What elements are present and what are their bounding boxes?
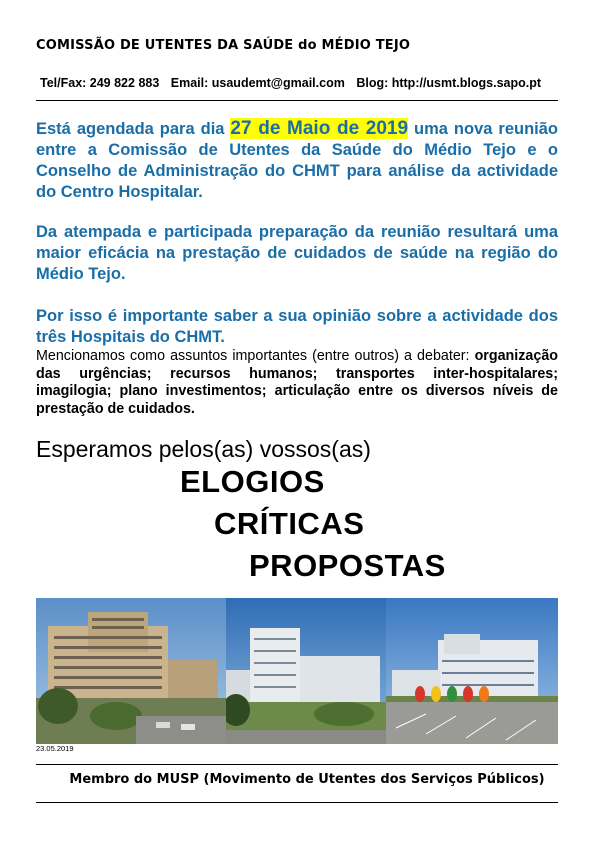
footer-membership: Membro do MUSP (Movimento de Utentes dos Serviços Públicos) bbox=[69, 772, 545, 787]
meeting-date-highlight: 27 de Maio de 2019 bbox=[230, 118, 409, 139]
hospital-photo-1 bbox=[36, 598, 226, 744]
cta-item-propostas: PROPOSTAS bbox=[249, 548, 446, 583]
date-stamp: 23.05.2019 bbox=[36, 744, 74, 753]
announcement-text-end: uma nova reunião entre a Comissão de Utentes da Saúde do Médio Tejo e o Conselho de Administração do CHMT para análise da actividade do Centro Hospitalar. bbox=[36, 120, 558, 201]
cta-item-elogios: ELOGIOS bbox=[180, 464, 325, 499]
footer-divider-bottom bbox=[36, 802, 558, 803]
contact-phone: Tel/Fax: 249 822 883 bbox=[40, 76, 160, 90]
announcement-paragraph-2: Da atempada e participada preparação da reunião resultará uma maior eficácia na prestação de cuidados de saúde na região do Médio Tejo. bbox=[36, 223, 558, 283]
hospital-photo-strip bbox=[36, 598, 558, 744]
org-title: COMISSÃO DE UTENTES DA SAÚDE do MÉDIO TEJO bbox=[36, 38, 411, 53]
announcement-paragraph-3: Por isso é importante saber a sua opinião sobre a actividade dos três Hospitais do CHMT. bbox=[36, 307, 558, 346]
header-divider bbox=[36, 100, 558, 101]
hospital-photo-3 bbox=[386, 598, 558, 744]
announcement-text-start: Está agendada para dia bbox=[36, 120, 231, 138]
contact-line bbox=[40, 76, 549, 90]
announcement-paragraph-1 bbox=[36, 118, 558, 203]
hospital-photo-2 bbox=[226, 598, 386, 744]
expect-heading: Esperamos pelos(as) vossos(as) bbox=[36, 436, 371, 462]
footer-divider-top bbox=[36, 764, 558, 765]
contact-blog: Blog: http://usmt.blogs.sapo.pt bbox=[356, 76, 542, 90]
topics-list: organização das urgências; recursos humanos; transportes inter-hospitalares; imagilogia; plano investimentos; articulação entre os diversos níveis de prestação de cuidados. bbox=[36, 348, 558, 417]
topics-intro: Mencionamos como assuntos importantes (entre outros) a debater: bbox=[36, 348, 475, 364]
topics-paragraph bbox=[36, 348, 558, 418]
contact-email: Email: usaudemt@gmail.com bbox=[170, 76, 345, 90]
cta-item-criticas: CRÍTICAS bbox=[214, 506, 365, 541]
